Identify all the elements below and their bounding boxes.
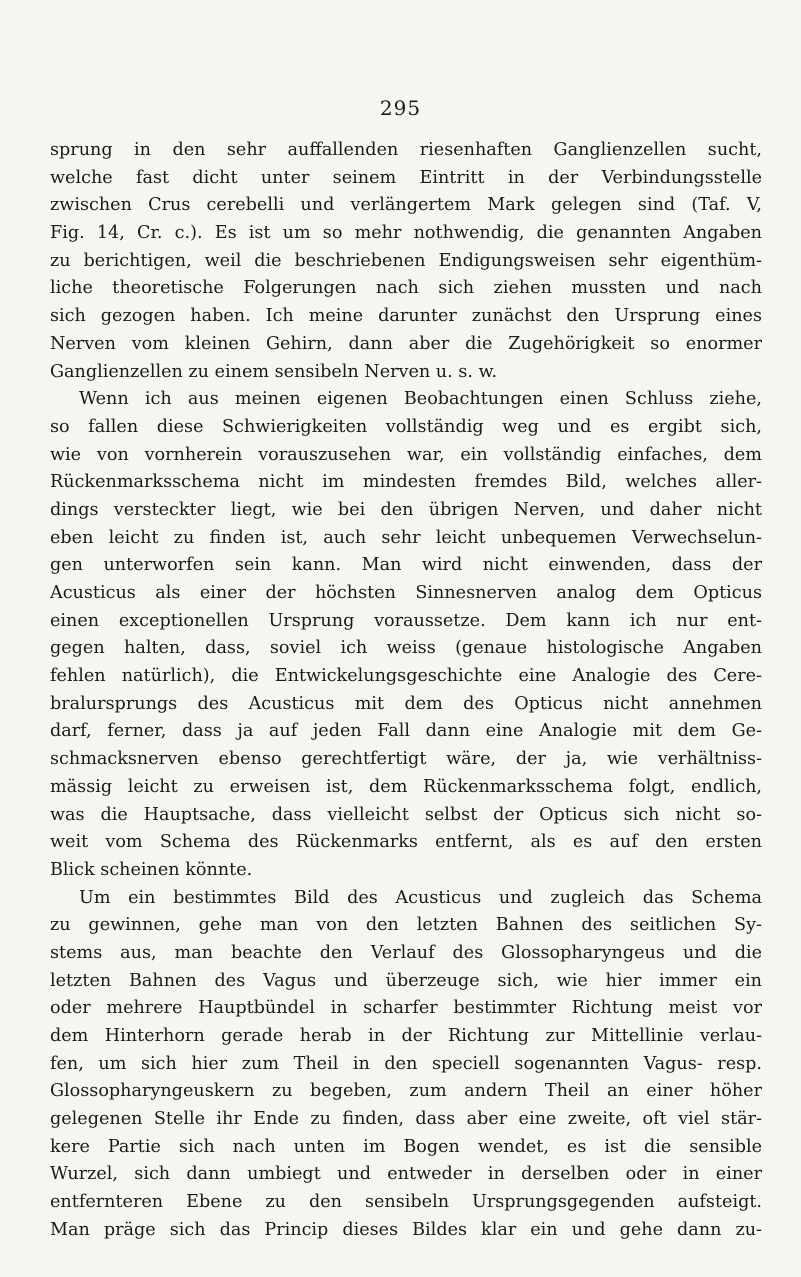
text-line: Rückenmarksschema nicht im mindesten fremdes Bild, welches aller-	[50, 472, 762, 493]
text-line: wie von vornherein vorauszusehen war, ein vollständig einfaches, dem	[50, 444, 762, 465]
text-line: liche theoretische Folgerungen nach sich ziehen mussten und nach	[50, 278, 762, 299]
text-line: was die Hauptsache, dass vielleicht selbst der Opticus sich nicht so-	[50, 804, 762, 825]
body-text	[50, 137, 762, 1245]
text-line: so fallen diese Schwierigkeiten vollständig weg und es ergibt sich,	[50, 416, 762, 437]
text-line: dings versteckter liegt, wie bei den übrigen Nerven, und daher nicht	[50, 499, 762, 520]
text-line: entfernteren Ebene zu den sensibeln Ursprungsgegenden aufsteigt.	[50, 1192, 762, 1213]
text-line: fehlen natürlich), die Entwickelungsgeschichte eine Analogie des Cere-	[50, 666, 762, 687]
text-line: bralursprungs des Acusticus mit dem des Opticus nicht annehmen	[50, 693, 762, 714]
text-line: gelegenen Stelle ihr Ende zu finden, dass aber eine zweite, oft viel stär-	[50, 1109, 762, 1130]
text-line: weit vom Schema des Rückenmarks entfernt, als es auf den ersten	[50, 832, 762, 853]
paragraph	[50, 885, 762, 1245]
text-line: Nerven vom kleinen Gehirn, dann aber die Zugehörigkeit so enormer	[50, 333, 762, 354]
text-line: zwischen Crus cerebelli und verlängertem Mark gelegen sind (Taf. V,	[50, 195, 762, 216]
text-line: letzten Bahnen des Vagus und überzeuge sich, wie hier immer ein	[50, 970, 762, 991]
text-line: gegen halten, dass, soviel ich weiss (genaue histologische Angaben	[50, 638, 762, 659]
text-line: eben leicht zu finden ist, auch sehr leicht unbequemen Verwechselun-	[50, 527, 762, 548]
text-line: Um ein bestimmtes Bild des Acusticus und zugleich das Schema	[79, 887, 762, 908]
paragraph	[50, 386, 762, 884]
text-line: Wenn ich aus meinen eigenen Beobachtungen einen Schluss ziehe,	[79, 389, 762, 410]
text-line: Man präge sich das Princip dieses Bildes klar ein und gehe dann zu-	[50, 1219, 762, 1240]
text-line: Glossopharyngeuskern zu begeben, zum andern Theil an einer höher	[50, 1081, 762, 1102]
text-line: sprung in den sehr auffallenden riesenhaften Ganglienzellen sucht,	[50, 140, 762, 160]
text-line: Ganglienzellen zu einem sensibeln Nerven u. s. w.	[50, 361, 498, 382]
text-line: oder mehrere Hauptbündel in scharfer bestimmter Richtung meist vor	[50, 998, 762, 1019]
text-line: Blick scheinen könnte.	[50, 859, 253, 880]
paragraph	[50, 137, 762, 386]
text-line: kere Partie sich nach unten im Bogen wendet, es ist die sensible	[50, 1136, 762, 1157]
text-line: zu berichtigen, weil die beschriebenen Endigungsweisen sehr eigenthüm-	[50, 250, 762, 271]
text-line: sich gezogen haben. Ich meine darunter zunächst den Ursprung eines	[50, 306, 762, 327]
text-line: zu gewinnen, gehe man von den letzten Bahnen des seitlichen Sy-	[50, 915, 762, 936]
text-line: stems aus, man beachte den Verlauf des Glossopharyngeus und die	[50, 942, 762, 963]
page-number: 295	[379, 96, 422, 120]
text-line: Fig. 14, Cr. c.). Es ist um so mehr nothwendig, die genannten Angaben	[50, 223, 762, 244]
text-line: dem Hinterhorn gerade herab in der Richtung zur Mittellinie verlau-	[50, 1026, 762, 1046]
text-line: Acusticus als einer der höchsten Sinnesnerven analog dem Opticus	[50, 583, 762, 603]
text-line: einen exceptionellen Ursprung voraussetze. Dem kann ich nur ent-	[50, 610, 762, 631]
text-line: fen, um sich hier zum Theil in den speciell sogenannten Vagus- resp.	[50, 1053, 762, 1074]
text-line: mässig leicht zu erweisen ist, dem Rückenmarksschema folgt, endlich,	[50, 776, 762, 797]
text-line: schmacksnerven ebenso gerechtfertigt wäre, der ja, wie verhältniss-	[50, 749, 762, 770]
text-line: welche fast dicht unter seinem Eintritt in der Verbindungsstelle	[50, 167, 762, 188]
text-line: Wurzel, sich dann umbiegt und entweder in derselben oder in einer	[50, 1164, 762, 1185]
text-line: darf, ferner, dass ja auf jeden Fall dann eine Analogie mit dem Ge-	[50, 721, 762, 742]
text-line: gen unterworfen sein kann. Man wird nicht einwenden, dass der	[50, 555, 762, 576]
